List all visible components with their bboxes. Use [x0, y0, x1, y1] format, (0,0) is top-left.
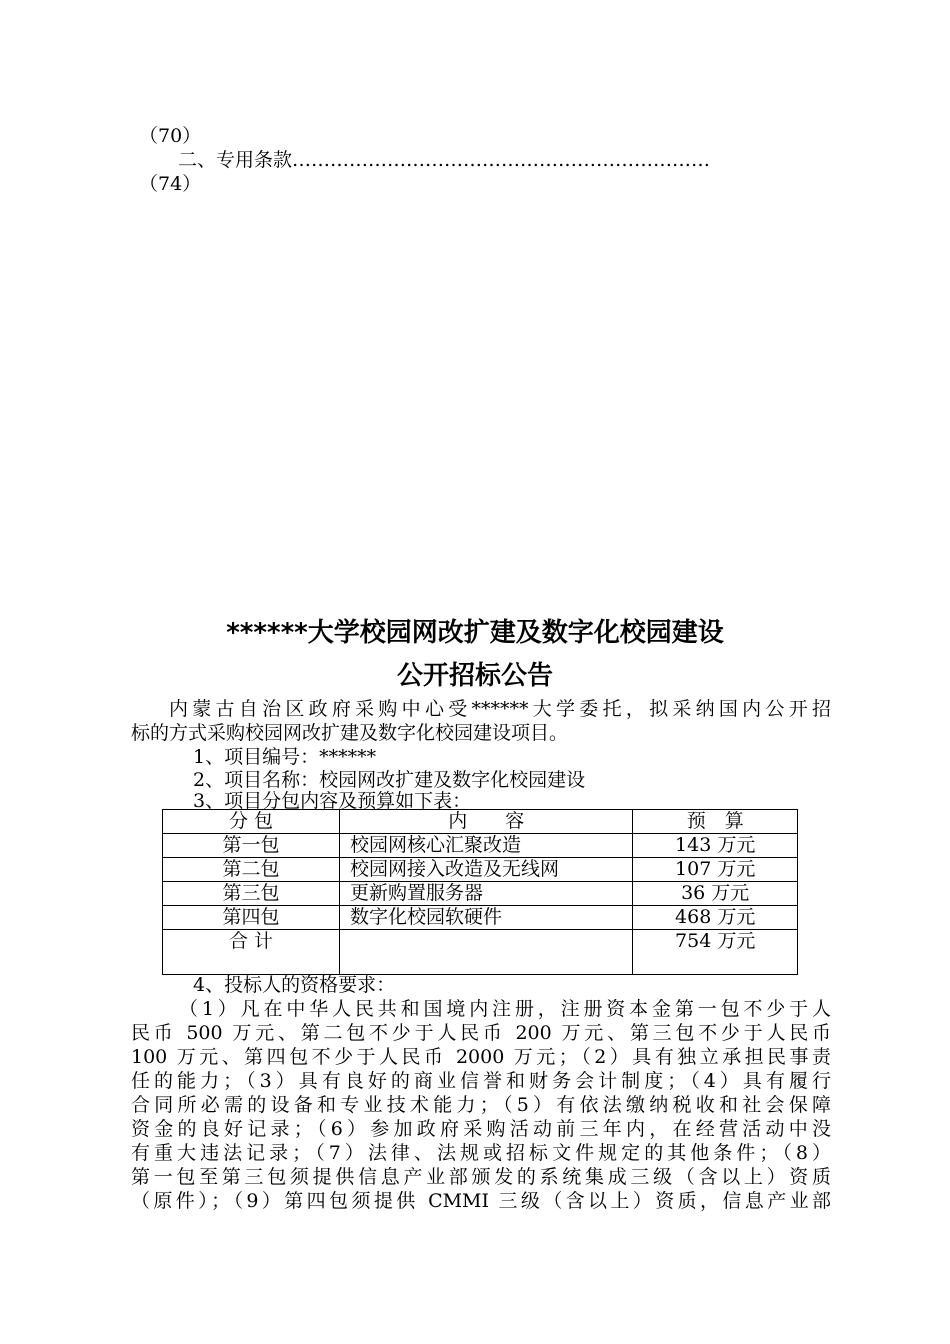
- toc-page-70: （70）: [139, 125, 202, 147]
- req-line-3: 100 万元、第四包不少于人民币 2000 万元；（2）具有独立承担民事责: [131, 1046, 831, 1068]
- cell-package: 第三包: [163, 882, 340, 906]
- cell-content: 数字化校园软硬件: [339, 906, 632, 930]
- item-package-intro: 3、项目分包内容及预算如下表：: [193, 790, 472, 812]
- toc-page-74: （74）: [139, 173, 202, 195]
- page-subtitle: 公开招标公告: [396, 661, 553, 691]
- item-project-number: 1、项目编号：******: [193, 746, 377, 768]
- req-line-6: 资金的良好记录；（6）参加政府采购活动前三年内，在经营活动中没: [131, 1118, 831, 1140]
- req-line-8: 第一包至第三包须提供信息产业部颁发的系统集成三级（含以上）资质: [131, 1166, 831, 1188]
- req-line-1: （1）凡在中华人民共和国境内注册，注册资本金第一包不少于人: [179, 998, 831, 1020]
- package-table: [162, 809, 798, 975]
- toc-item-2-label: 二、专用条款: [178, 149, 293, 171]
- table-row: [163, 834, 798, 858]
- req-line-4: 任的能力；（3）具有良好的商业信誉和财务会计制度；（4）具有履行: [131, 1070, 831, 1092]
- page-title: ******大学校园网改扩建及数字化校园建设: [226, 618, 724, 648]
- header-package: 分 包: [163, 810, 340, 834]
- req-line-7: 有重大违法记录；（7）法律、法规或招标文件规定的其他条件；（8）: [131, 1142, 831, 1164]
- cell-content: 校园网核心汇聚改造: [339, 834, 632, 858]
- cell-content: 校园网接入改造及无线网: [339, 858, 632, 882]
- cell-budget: 36 万元: [633, 882, 798, 906]
- req-line-5: 合同所必需的设备和专业技术能力；（5）有依法缴纳税收和社会保障: [131, 1094, 831, 1116]
- cell-package: 第一包: [163, 834, 340, 858]
- cell-package: 第四包: [163, 906, 340, 930]
- item-project-name: 2、项目名称：校园网改扩建及数字化校园建设: [193, 769, 586, 791]
- cell-budget: 468 万元: [633, 906, 798, 930]
- table-total-row: [163, 930, 798, 975]
- intro-line-2: 标的方式采购校园网改扩建及数字化校园建设项目。: [131, 722, 569, 744]
- header-budget: 预 算: [633, 810, 798, 834]
- intro-line-1: 内蒙古自治区政府采购中心受******大学委托，拟采纳国内公开招: [169, 698, 831, 720]
- total-budget: 754 万元: [633, 930, 798, 975]
- req-line-2: 民币 500 万元、第二包不少于人民币 200 万元、第三包不少于人民币: [131, 1022, 831, 1044]
- total-content: [339, 930, 632, 975]
- total-label: 合 计: [163, 930, 340, 975]
- item-qualifications: 4、投标人的资格要求：: [193, 974, 396, 996]
- cell-package: 第二包: [163, 858, 340, 882]
- table-row: [163, 906, 798, 930]
- cell-budget: 143 万元: [633, 834, 798, 858]
- cell-content: 更新购置服务器: [339, 882, 632, 906]
- table-row: [163, 858, 798, 882]
- toc-item-2-dots: …………………………………………………………: [292, 149, 711, 171]
- toc-item-2: [178, 148, 710, 172]
- req-line-9: （原件）；（9）第四包须提供 CMMI 三级（含以上）资质，信息产业部: [131, 1190, 831, 1212]
- table-header-row: [163, 810, 798, 834]
- cell-budget: 107 万元: [633, 858, 798, 882]
- header-content: 内 容: [339, 810, 632, 834]
- table-row: [163, 882, 798, 906]
